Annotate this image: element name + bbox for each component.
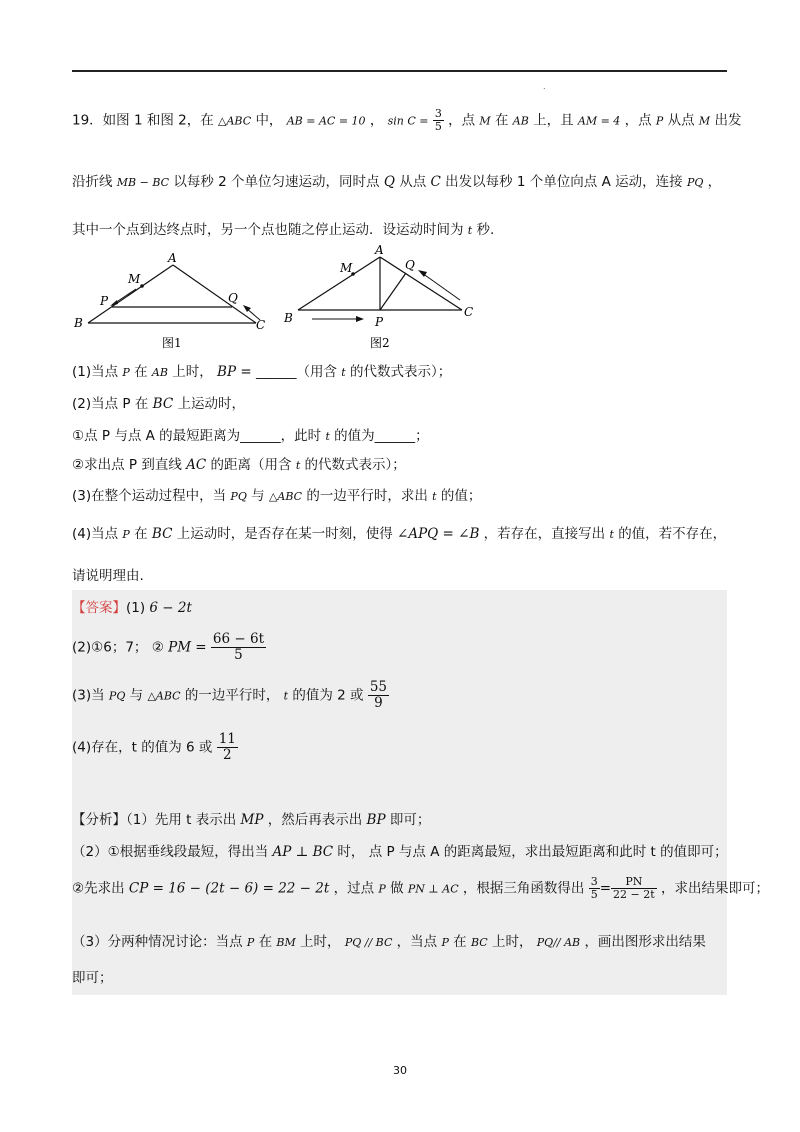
fig1-label-b: B <box>74 316 83 330</box>
math-am4: AM = 4 <box>577 114 621 128</box>
fig2-label-q: Q <box>405 258 415 272</box>
math-triangle-abc: △ABC <box>218 114 252 128</box>
text: 的值为______； <box>334 428 429 444</box>
text: 上运动时，是否存在某一时刻，使得 <box>176 526 393 542</box>
fig2-side-ac <box>380 257 462 310</box>
text: （1）先用 t 表示出 <box>126 812 237 828</box>
math-pq: PQ <box>230 490 247 503</box>
text: ______（用含 <box>255 364 337 380</box>
math-t: t <box>341 366 346 379</box>
text: 上时， <box>172 364 213 380</box>
math-p: P <box>122 366 130 379</box>
text: 以每秒 2 个单位匀速运动，同时点 <box>173 174 380 190</box>
fig1-caption: 图1 <box>162 336 182 350</box>
math-p: P <box>122 528 130 541</box>
fig2-caption: 图2 <box>370 336 390 350</box>
math-t: t <box>432 490 437 503</box>
math-t: t <box>609 528 614 541</box>
math-bc: BC <box>151 526 173 542</box>
text: ②先求出 <box>72 880 125 897</box>
text: （2）①根据垂线段最短，得出当 <box>72 844 269 860</box>
math-pn-ac: PN ⊥ AC <box>407 882 459 896</box>
fig2-side-ab <box>298 257 380 310</box>
fraction-11-2: $\frac{11}{2}$ <box>218 731 236 763</box>
math-angle: ∠APQ = ∠B <box>397 526 480 542</box>
math-mp: MP <box>240 812 264 828</box>
answer-tag: 【答案】 <box>72 600 126 616</box>
text: 出发 <box>714 112 742 129</box>
text: (1) <box>126 600 146 616</box>
text: ，画出图形求出结果 <box>584 934 706 950</box>
text: 的距离（用含 <box>210 457 292 473</box>
header-rule <box>72 70 727 72</box>
math-p: P <box>246 936 255 949</box>
math-p: P <box>378 882 386 896</box>
page-number: 30 <box>393 1064 407 1077</box>
subquestion-2-1 <box>72 424 429 444</box>
math-pq: PQ <box>108 689 126 703</box>
text: 与 <box>251 488 265 504</box>
fig2-label-m: M <box>340 261 353 275</box>
math-ap-bc: AP ⊥ BC <box>272 844 334 860</box>
figure-2 <box>280 240 480 355</box>
text: 时， 点 P 与点 A 的距离最短，求出最短距离和此时 t 的值即可； <box>337 844 728 860</box>
math-t: t <box>283 689 289 703</box>
text: ，点 <box>448 112 476 129</box>
text: 在 <box>258 934 273 950</box>
math-bp: BP <box>366 812 386 828</box>
analysis-4 <box>72 930 706 950</box>
fig1-label-m: M <box>128 272 141 286</box>
math-triangle-abc: △ABC <box>268 490 303 503</box>
text: (2)①6；7； ② <box>72 639 164 656</box>
text: 沿折线 <box>72 174 113 190</box>
math-sinc: sin C = <box>387 114 429 128</box>
answer-1 <box>72 596 192 616</box>
text: (4)存在，t 的值为 6 或 <box>72 739 213 756</box>
math-p: P <box>655 114 664 128</box>
text: 在 <box>494 112 509 129</box>
text: ，过点 <box>333 880 375 897</box>
fig2-label-c: C <box>464 305 474 319</box>
fraction-pn: $\frac{PN}{22 - 2t}$ <box>613 875 655 902</box>
fig1-label-a: A <box>168 251 177 265</box>
math-t: t <box>325 430 330 443</box>
text: 的值为 2 或 <box>292 687 364 704</box>
text: 上运动时， <box>177 396 245 412</box>
math-pq-ab: PQ// AB <box>536 936 581 949</box>
text: 的值； <box>440 488 482 504</box>
answer-2 <box>72 632 266 663</box>
math-ac: AC <box>186 457 207 473</box>
text: 19．如图 1 和图 2，在 <box>72 112 214 129</box>
math-p: P <box>441 936 449 949</box>
question-line-2 <box>72 170 721 190</box>
fig2-arrowhead-p <box>356 316 364 322</box>
text: ， <box>369 112 384 129</box>
math-triangle-abc: △ABC <box>147 689 181 703</box>
math-mb-bc: MB − BC <box>116 176 170 189</box>
fig2-label-p: P <box>375 315 384 329</box>
math-ab: AB <box>151 366 168 379</box>
text: 出发以每秒 1 个单位向点 A 运动，连接 <box>445 174 683 190</box>
text: 请说明理由. <box>72 568 144 584</box>
text: 的代数式表示）； <box>304 457 406 473</box>
fig1-point-m <box>140 284 144 288</box>
text: 上时， <box>491 934 533 950</box>
math-ab: AB <box>512 114 529 128</box>
fraction-3-5: $\frac{3}{5}$ <box>590 875 598 902</box>
analysis-2 <box>72 840 728 860</box>
fig1-side-ac <box>173 265 256 323</box>
text: 从点 <box>399 174 427 190</box>
text: 的一边平行时， <box>184 687 280 704</box>
text: 上，且 <box>533 112 574 129</box>
math-bm: BM <box>276 936 296 949</box>
text: ， <box>707 174 722 190</box>
text: 中， <box>255 112 283 129</box>
fig2-label-b: B <box>284 311 293 325</box>
text: (1)当点 <box>72 364 119 380</box>
text: 的值，若不存在， <box>618 526 727 542</box>
math-m: M <box>479 114 491 128</box>
fraction-55-9: $\frac{55}{9}$ <box>369 679 388 711</box>
answer-3 <box>72 680 389 711</box>
text: 做 <box>390 880 404 897</box>
subquestion-4 <box>72 522 726 542</box>
fraction-sinc: $\frac{3}{5}$ <box>434 107 442 134</box>
math-bc: BC <box>152 396 174 412</box>
text: (3)在整个运动过程中，当 <box>72 488 227 504</box>
fig2-segment-pq <box>380 273 406 310</box>
math-c: C <box>430 174 441 190</box>
fraction-pm: $\frac{66 - 6t}{5}$ <box>212 631 265 663</box>
text: （3）分两种情况讨论：当点 <box>72 934 243 950</box>
text: 在 <box>453 934 467 950</box>
math-bc: BC <box>470 936 488 949</box>
text: 的一边平行时，求出 <box>306 488 428 504</box>
text: 在 <box>134 526 148 542</box>
math-cp: CP = 16 − (2t − 6) = 22 − 2t <box>128 880 330 897</box>
subquestion-3 <box>72 484 481 504</box>
subquestion-1 <box>72 360 451 380</box>
math-ab-ac: AB = AC = 10 <box>286 114 366 128</box>
text: 即可； <box>389 812 431 828</box>
text: 在 <box>134 364 148 380</box>
text: 与 <box>129 687 144 704</box>
header-dot: . <box>543 82 546 91</box>
text: 其中一个点到达终点时，另一个点也随之停止运动．设运动时间为 <box>72 222 464 238</box>
analysis-tag: 【分析】 <box>72 812 126 828</box>
text: ，若存在，直接写出 <box>483 526 606 542</box>
text: 从点 <box>667 112 695 129</box>
math-pq: PQ <box>686 176 704 189</box>
math-eq: = <box>599 880 612 897</box>
text: ，根据三角函数得出 <box>462 880 585 897</box>
text: ，求出结果即可； <box>660 880 769 897</box>
math-pq-bc: PQ // BC <box>344 936 393 949</box>
text: 即可； <box>72 970 113 986</box>
analysis-1 <box>72 808 430 828</box>
fig1-label-c: C <box>256 318 266 332</box>
figure-1 <box>70 245 280 355</box>
fig1-label-p: P <box>100 294 109 308</box>
subquestion-2 <box>72 392 245 412</box>
text: ，当点 <box>396 934 438 950</box>
analysis-5 <box>72 966 113 986</box>
text: 上时， <box>300 934 341 950</box>
math-a1: 6 − 2t <box>149 600 192 616</box>
fig2-label-a: A <box>375 243 384 257</box>
math-bp: BP = <box>217 364 252 380</box>
subquestion-2-2 <box>72 453 406 473</box>
math-t: t <box>467 224 473 237</box>
text: (2)当点 P 在 <box>72 396 149 412</box>
text: 秒. <box>476 222 495 238</box>
text: ①点 P 与点 A 的最短距离为______，此时 <box>72 428 322 444</box>
text: (4)当点 <box>72 526 119 542</box>
question-line-3 <box>72 218 494 238</box>
question-line-1 <box>72 108 741 133</box>
text: (3)当 <box>72 687 105 704</box>
subquestion-4-cont <box>72 564 144 584</box>
text: ，然后再表示出 <box>267 812 363 828</box>
math-q: Q <box>383 174 395 190</box>
math-m: M <box>698 114 711 128</box>
text: ②求出点 P 到直线 <box>72 457 182 473</box>
analysis-3 <box>72 876 769 901</box>
text: ，点 <box>624 112 652 129</box>
fig1-label-q: Q <box>228 291 238 305</box>
math-t: t <box>295 459 301 472</box>
math-pm: PM = <box>168 639 207 656</box>
text: 的代数式表示）； <box>349 364 452 380</box>
answer-4 <box>72 732 238 763</box>
